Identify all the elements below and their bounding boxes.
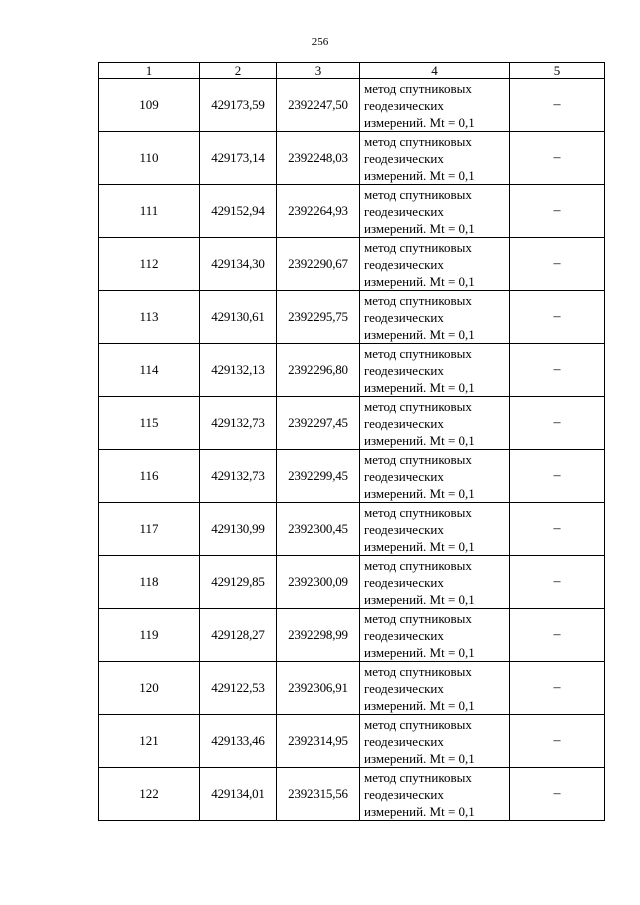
table-row <box>99 397 605 450</box>
empty-value-dash: – <box>510 344 605 397</box>
method-description <box>360 291 510 344</box>
method-description <box>360 132 510 185</box>
method-line: измерений. Mt = 0,1 <box>364 273 475 289</box>
method-description <box>360 344 510 397</box>
method-line: метод спутниковых <box>364 504 472 520</box>
method-line: геодезических <box>364 256 444 272</box>
empty-value-dash: – <box>510 291 605 344</box>
point-number: 115 <box>99 397 200 450</box>
table-row <box>99 238 605 291</box>
method-line: измерений. Mt = 0,1 <box>364 485 475 501</box>
method-line: метод спутниковых <box>364 345 472 361</box>
method-description <box>360 609 510 662</box>
method-line: геодезических <box>364 786 444 802</box>
point-number: 112 <box>99 238 200 291</box>
method-description <box>360 556 510 609</box>
method-line: геодезических <box>364 733 444 749</box>
method-line: измерений. Mt = 0,1 <box>364 750 475 766</box>
table-row <box>99 609 605 662</box>
method-line: метод спутниковых <box>364 557 472 573</box>
method-line: измерений. Mt = 0,1 <box>364 379 475 395</box>
coordinates-table <box>98 62 605 821</box>
empty-value-dash: – <box>510 609 605 662</box>
table-row <box>99 556 605 609</box>
empty-value-dash: – <box>510 79 605 132</box>
table-row <box>99 185 605 238</box>
method-line: измерений. Mt = 0,1 <box>364 432 475 448</box>
table-row <box>99 450 605 503</box>
coordinate-y: 2392247,50 <box>277 79 360 132</box>
header-col-5: 5 <box>510 63 605 79</box>
coordinate-x: 429130,99 <box>200 503 277 556</box>
method-line: геодезических <box>364 521 444 537</box>
method-description <box>360 715 510 768</box>
table-row <box>99 344 605 397</box>
point-number: 122 <box>99 768 200 821</box>
header-col-3: 3 <box>277 63 360 79</box>
method-line: метод спутниковых <box>364 716 472 732</box>
method-line: метод спутниковых <box>364 239 472 255</box>
point-number: 109 <box>99 79 200 132</box>
method-line: метод спутниковых <box>364 663 472 679</box>
method-line: метод спутниковых <box>364 80 472 96</box>
coordinate-x: 429152,94 <box>200 185 277 238</box>
method-line: геодезических <box>364 574 444 590</box>
empty-value-dash: – <box>510 715 605 768</box>
coordinate-y: 2392264,93 <box>277 185 360 238</box>
method-line: геодезических <box>364 468 444 484</box>
method-line: геодезических <box>364 309 444 325</box>
table-row <box>99 662 605 715</box>
point-number: 121 <box>99 715 200 768</box>
point-number: 120 <box>99 662 200 715</box>
header-row <box>99 63 605 79</box>
table-row <box>99 132 605 185</box>
method-line: геодезических <box>364 362 444 378</box>
method-description <box>360 79 510 132</box>
empty-value-dash: – <box>510 556 605 609</box>
empty-value-dash: – <box>510 238 605 291</box>
coordinate-y: 2392300,09 <box>277 556 360 609</box>
header-col-2: 2 <box>200 63 277 79</box>
coordinate-x: 429130,61 <box>200 291 277 344</box>
method-line: геодезических <box>364 150 444 166</box>
coordinate-x: 429128,27 <box>200 609 277 662</box>
method-line: метод спутниковых <box>364 186 472 202</box>
coordinate-x: 429134,30 <box>200 238 277 291</box>
method-description <box>360 238 510 291</box>
method-line: измерений. Mt = 0,1 <box>364 697 475 713</box>
table-row <box>99 79 605 132</box>
method-line: измерений. Mt = 0,1 <box>364 538 475 554</box>
page-number: 256 <box>311 36 329 48</box>
coordinate-x: 429132,13 <box>200 344 277 397</box>
method-line: геодезических <box>364 203 444 219</box>
method-line: измерений. Mt = 0,1 <box>364 220 475 236</box>
method-line: метод спутниковых <box>364 451 472 467</box>
method-line: метод спутниковых <box>364 133 472 149</box>
header-col-4: 4 <box>360 63 510 79</box>
point-number: 110 <box>99 132 200 185</box>
coordinate-y: 2392296,80 <box>277 344 360 397</box>
table-row <box>99 503 605 556</box>
method-line: измерений. Mt = 0,1 <box>364 167 475 183</box>
empty-value-dash: – <box>510 662 605 715</box>
point-number: 113 <box>99 291 200 344</box>
method-line: измерений. Mt = 0,1 <box>364 644 475 660</box>
coordinate-y: 2392306,91 <box>277 662 360 715</box>
method-description <box>360 185 510 238</box>
method-line: метод спутниковых <box>364 610 472 626</box>
method-line: измерений. Mt = 0,1 <box>364 591 475 607</box>
coordinate-x: 429134,01 <box>200 768 277 821</box>
method-description <box>360 397 510 450</box>
coordinate-y: 2392298,99 <box>277 609 360 662</box>
coordinate-y: 2392299,45 <box>277 450 360 503</box>
empty-value-dash: – <box>510 185 605 238</box>
method-line: измерений. Mt = 0,1 <box>364 803 475 819</box>
coordinate-x: 429133,46 <box>200 715 277 768</box>
empty-value-dash: – <box>510 397 605 450</box>
table-row <box>99 768 605 821</box>
coordinate-x: 429129,85 <box>200 556 277 609</box>
coordinate-y: 2392297,45 <box>277 397 360 450</box>
coordinate-y: 2392314,95 <box>277 715 360 768</box>
method-line: геодезических <box>364 97 444 113</box>
method-description <box>360 768 510 821</box>
method-line: метод спутниковых <box>364 398 472 414</box>
method-description <box>360 450 510 503</box>
coordinate-x: 429173,14 <box>200 132 277 185</box>
point-number: 118 <box>99 556 200 609</box>
coordinate-y: 2392290,67 <box>277 238 360 291</box>
coordinate-x: 429173,59 <box>200 79 277 132</box>
empty-value-dash: – <box>510 503 605 556</box>
coordinate-y: 2392300,45 <box>277 503 360 556</box>
point-number: 119 <box>99 609 200 662</box>
method-line: измерений. Mt = 0,1 <box>364 114 475 130</box>
table-row <box>99 715 605 768</box>
method-line: геодезических <box>364 627 444 643</box>
empty-value-dash: – <box>510 132 605 185</box>
table-row <box>99 291 605 344</box>
method-line: геодезических <box>364 680 444 696</box>
method-line: геодезических <box>364 415 444 431</box>
method-line: метод спутниковых <box>364 292 472 308</box>
method-description <box>360 503 510 556</box>
coordinate-x: 429122,53 <box>200 662 277 715</box>
point-number: 117 <box>99 503 200 556</box>
coordinate-x: 429132,73 <box>200 450 277 503</box>
method-description <box>360 662 510 715</box>
point-number: 111 <box>99 185 200 238</box>
table-body <box>99 79 605 821</box>
empty-value-dash: – <box>510 768 605 821</box>
method-line: измерений. Mt = 0,1 <box>364 326 475 342</box>
header-col-1: 1 <box>99 63 200 79</box>
point-number: 116 <box>99 450 200 503</box>
coordinate-y: 2392248,03 <box>277 132 360 185</box>
point-number: 114 <box>99 344 200 397</box>
coordinate-x: 429132,73 <box>200 397 277 450</box>
empty-value-dash: – <box>510 450 605 503</box>
coordinate-y: 2392315,56 <box>277 768 360 821</box>
method-line: метод спутниковых <box>364 769 472 785</box>
coordinate-y: 2392295,75 <box>277 291 360 344</box>
